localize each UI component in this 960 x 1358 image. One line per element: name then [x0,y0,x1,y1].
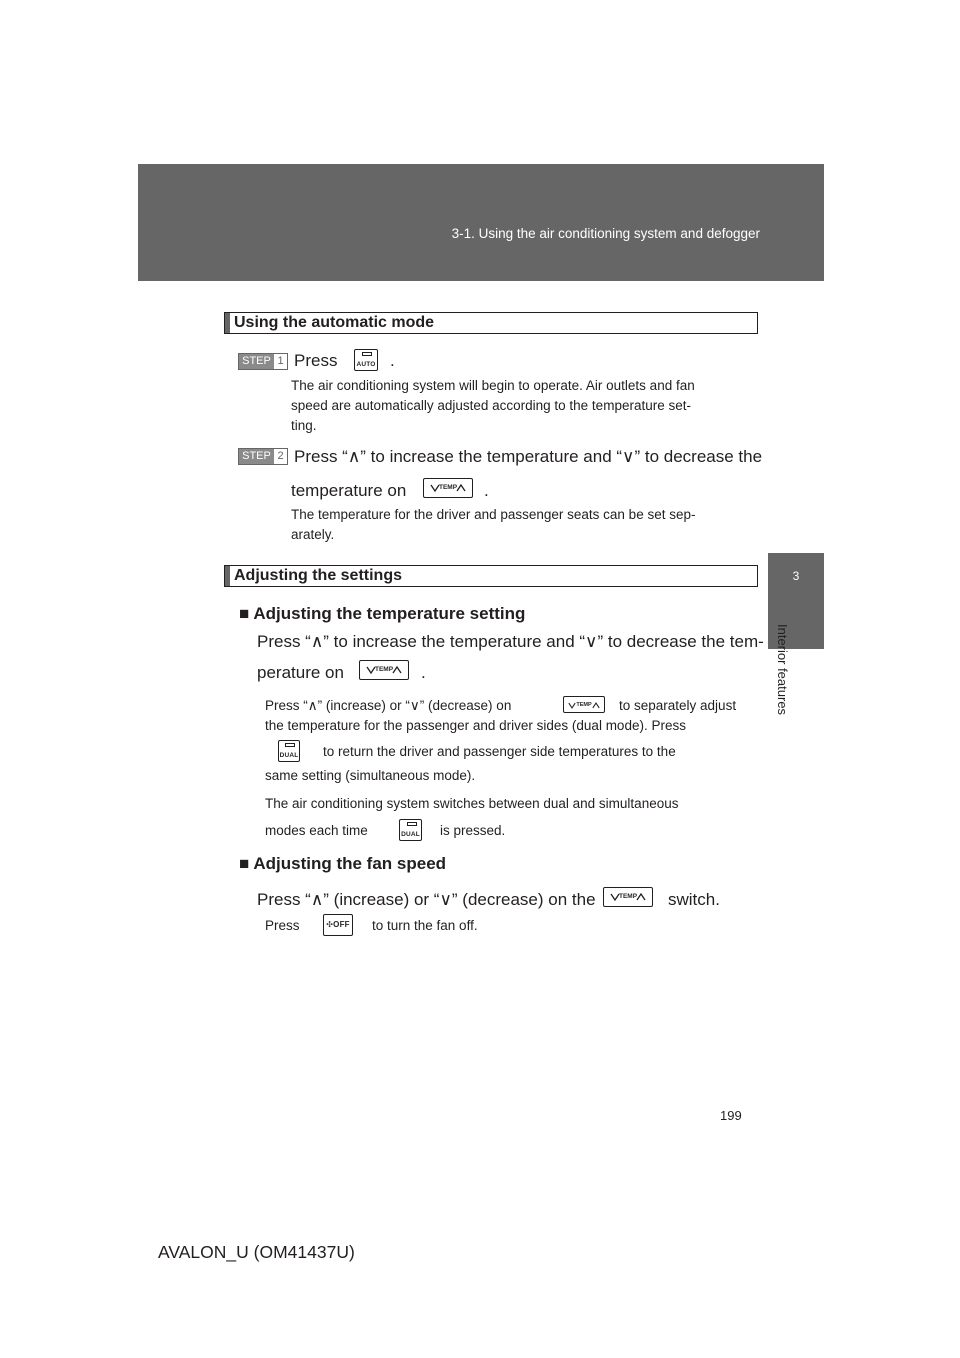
dual-button-icon [399,819,422,841]
temperature-line-2-period: . [421,663,426,682]
dual-button-caption: DUAL [279,752,299,759]
fan-off-caption [324,920,352,930]
chevron-up-icon [392,666,402,674]
step-number: 2 [277,450,284,462]
indicator-light [407,822,417,826]
temperature-note-1-line-3: to return the driver and passenger side temperatures to the [323,744,676,759]
indicator-light [285,743,295,747]
header-band [138,164,824,281]
step-2-line-1: Press “∧” to increase the temperature and “∨” to decrease the [294,447,763,466]
fan-icon: ✣ [326,920,334,929]
temp-switch-icon [563,696,605,713]
document-id: AVALON_U (OM41437U) [158,1242,355,1262]
step-label: STEP [239,354,274,369]
fan-note-end: to turn the fan off. [372,918,478,933]
step-1-note-line: The air conditioning system will begin to operate. Air outlets and fan [291,378,695,393]
auto-button-icon [354,349,378,371]
temp-switch-caption: TEMP [576,701,592,708]
chapter-label-text: Interior features [775,624,790,716]
temperature-note-1-line-2: the temperature for the passenger and driver sides (dual mode). Press [265,718,686,733]
temp-switch-caption: TEMP [618,893,638,900]
heading-text: Using the automatic mode [234,314,435,331]
temperature-note-2-line-2: modes each time [265,823,368,838]
step-number: 1 [277,355,284,367]
step-1-note-line: ting. [291,418,317,433]
dual-button-icon [278,740,300,762]
fan-off-label: OFF [333,920,350,929]
temp-switch-icon [423,478,473,498]
temperature-setting-title: ■ Adjusting the temperature setting [239,604,526,623]
step-1-text: Press [294,351,338,370]
chapter-label [775,624,799,734]
step-2-badge [238,448,288,465]
section-heading-automatic-mode [224,312,758,334]
heading-bar [225,566,230,586]
fan-speed-line-end: switch. [668,890,720,909]
temperature-note-1-line-1-end: to separately adjust [619,698,737,713]
dual-button-caption: DUAL [401,831,420,838]
chevron-up-icon [592,702,600,709]
heading-bar [225,313,230,333]
section-heading-adjusting-settings [224,565,758,587]
temp-switch-icon [603,887,653,907]
temperature-note-1-line-4: same setting (simultaneous mode). [265,768,476,783]
temperature-note-2-line-1: The air conditioning system switches between dual and simultaneous [265,796,679,811]
chevron-up-icon [636,893,646,901]
temp-switch-caption: TEMP [374,666,394,673]
step-2-note-line: arately. [291,527,335,542]
temperature-line-1: Press “∧” to increase the temperature and “∨” to decrease the tem- [257,632,764,651]
chevron-up-icon [456,484,466,492]
fan-speed-title: ■ Adjusting the fan speed [239,854,447,873]
page-number: 199 [720,1108,742,1123]
temperature-note-2-line-2-end: is pressed. [440,823,506,838]
temp-switch-caption: TEMP [438,484,458,491]
heading-text: Adjusting the settings [234,567,402,584]
fan-speed-line: Press “∧” (increase) or “∨” (decrease) on the [257,890,596,909]
step-2-period: . [484,481,489,500]
step-2-note-line: The temperature for the driver and passenger seats can be set sep- [291,507,696,522]
step-label: STEP [239,449,274,464]
step-2-line-2: temperature on [291,481,407,500]
chapter-number: 3 [792,569,800,583]
section-title: 3-1. Using the air conditioning system and defogger [451,226,760,241]
fan-note: Press [265,918,300,933]
temperature-line-2: perature on [257,663,344,682]
step-1-period: . [390,351,395,370]
step-1-note-line: speed are automatically adjusted according to the temperature set- [291,398,691,413]
fan-off-button-icon [323,914,353,936]
auto-button-caption: AUTO [356,361,376,368]
temp-switch-icon [359,660,409,680]
temperature-note-1-line-1: Press “∧” (increase) or “∨” (decrease) on [265,698,512,713]
step-1-badge [238,353,288,370]
indicator-light [362,352,372,356]
